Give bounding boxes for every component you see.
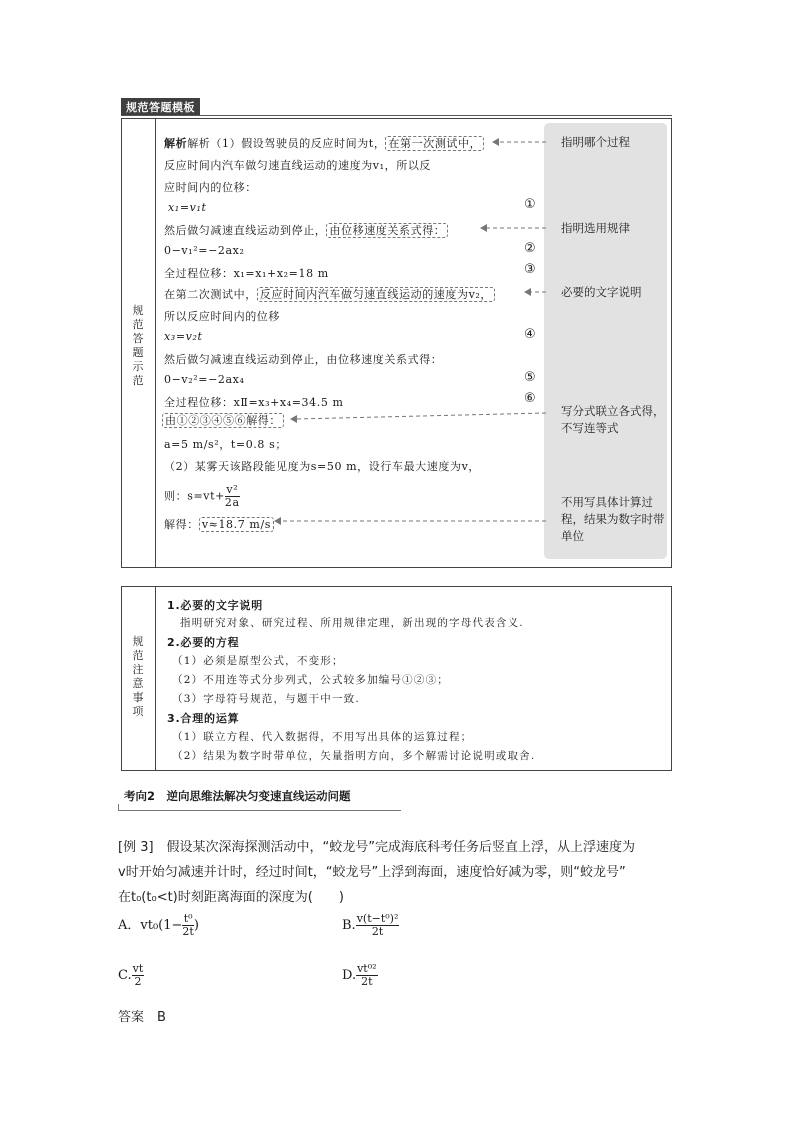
sol-line-14	[162, 412, 284, 428]
sol-line-15: a=5 m/s²，t=0.8 s；	[164, 438, 287, 451]
sol-l8-text: 在第二次测试中，	[164, 288, 257, 301]
option-b[interactable]	[342, 913, 399, 938]
notes-heading-2: 2.必要的方程	[167, 636, 240, 649]
sol-line-16: （2）某雾天该路段能见度为s=50 m，设行车最大速度为v，	[164, 460, 480, 473]
sol-l17-fraction	[225, 484, 240, 509]
notes-text-2b: （2）不用连等式分步列式，公式较多加编号①②③；	[172, 674, 449, 686]
section-heading-tick	[118, 804, 119, 811]
template-header: 规范答题模板	[121, 98, 200, 116]
sol-line-9: 所以反应时间内的位移	[164, 310, 280, 323]
sol-line-13: 全过程位移：xⅡ=x₃+x₄=34.5 m	[164, 396, 344, 409]
notes-heading-1: 1.必要的文字说明	[167, 599, 264, 612]
demo-vertical-label: 规范答题示范	[132, 304, 144, 387]
notes-vertical-label: 规范注意事项	[132, 635, 144, 718]
sol-l1-text: 解析（1）假设驾驶员的反应时间为t，	[187, 137, 386, 150]
note-process: 指明哪个过程	[561, 135, 630, 149]
example-line-2: v时开始匀减速并计时，经过时间t，“蛟龙号”上浮到海面，速度恰好减为零，则“蛟龙号”	[118, 865, 626, 880]
option-a[interactable]	[118, 913, 199, 938]
section-heading-rule	[118, 810, 401, 811]
note-law: 指明选用规律	[561, 221, 630, 235]
notes-text-2a: （1）必须是原型公式，不变形；	[172, 655, 344, 667]
sol-line-5	[164, 222, 448, 238]
sol-line-18	[164, 516, 274, 532]
notes-text-3b: （2）结果为数字时带单位，矢量指明方向，多个解需讨论说明或取舍.	[172, 750, 536, 762]
sol-line-12: 0−v₂²=−2ax₄	[164, 373, 245, 386]
example-line-1: [例 3] 假设某次深海探测活动中，“蛟龙号”完成海底科考任务后竖直上浮，从上浮速度为	[118, 840, 636, 855]
sol-l17-num: v²	[226, 483, 239, 496]
note-no-calc: 不用写具体计算过程，结果为数字时带单位	[561, 495, 665, 543]
notes-text-2c: （3）字母符号规范，与题干中一致.	[172, 693, 360, 705]
sol-l8-highlight: 反应时间内汽车做匀速直线运动的速度为v₂，	[257, 287, 495, 302]
option-b-num: v(t−t⁰)²	[356, 912, 399, 925]
option-d[interactable]	[342, 963, 378, 988]
sol-l18-text: 解得：	[164, 518, 199, 531]
option-d-fraction	[356, 963, 377, 988]
option-d-num: vt⁰²	[357, 962, 377, 975]
option-d-den: 2t	[361, 975, 373, 988]
option-c-num: vt	[132, 962, 144, 975]
option-b-den: 2t	[371, 925, 384, 938]
sol-line-2: 反应时间内汽车做匀速直线运动的速度为v₁，所以反	[164, 159, 432, 172]
example-line-3: 在t₀(t₀<t)时刻距离海面的深度为( )	[118, 890, 344, 905]
eq-num-2: ②	[524, 241, 536, 256]
sol-l5-highlight: 由位移速度关系式得：	[326, 223, 448, 238]
option-b-prefix: B.	[342, 918, 356, 933]
eq-num-6: ⑥	[524, 391, 536, 406]
option-c-den: 2	[134, 975, 142, 988]
notes-box-divider	[155, 586, 156, 771]
option-a-fraction	[182, 913, 193, 938]
option-a-den: 2t	[182, 925, 194, 938]
sol-l17-text: 则：s=vt+	[164, 489, 225, 503]
option-d-prefix: D.	[342, 968, 357, 983]
option-a-prefix: A．vt₀(1−	[118, 918, 183, 933]
sol-line-7: 全过程位移：x₁=x₁+x₂=18 m	[164, 267, 329, 280]
sol-line-8	[164, 286, 495, 302]
sol-line-4: x₁=v₁t	[168, 201, 207, 214]
sol-line-10: x₃=v₂t	[164, 330, 203, 343]
sol-l18-highlight: v≈18.7 m/s	[199, 517, 274, 532]
eq-num-4: ④	[524, 327, 536, 342]
option-a-suffix: )	[193, 918, 199, 933]
sol-line-1: 解析解析（1）假设驾驶员的反应时间为t， 在第一次测试中，	[164, 135, 484, 151]
note-simultaneous: 写分式联立各式得，不写连等式	[561, 404, 665, 435]
eq-num-1: ①	[524, 197, 536, 212]
notes-text-1: 指明研究对象、研究过程、所用规律定理，新出现的字母代表含义.	[180, 617, 524, 629]
answer: 答案 B	[118, 1010, 166, 1025]
sol-line-11: 然后做匀减速直线运动到停止，由位移速度关系式得：	[164, 353, 443, 366]
notes-text-3a: （1）联立方程、代入数据得，不用写出具体的运算过程；	[172, 731, 473, 743]
sol-l14-highlight: 由①②③④⑤⑥解得：	[162, 413, 284, 428]
sol-l17-den: 2a	[224, 496, 240, 509]
sol-line-3: 应时间内的位移：	[164, 181, 257, 194]
sol-l5-text: 然后做匀减速直线运动到停止，	[164, 224, 327, 237]
notes-heading-3: 3.合理的运算	[167, 712, 240, 725]
sol-line-6: 0−v₁²=−2ax₂	[164, 244, 245, 257]
eq-num-5: ⑤	[524, 370, 536, 385]
eq-num-3: ③	[524, 262, 536, 277]
sol-l1-highlight: 在第一次测试中，	[385, 136, 484, 151]
sol-line-17	[164, 484, 240, 509]
option-c[interactable]	[118, 963, 144, 988]
section-heading: 考向2 逆向思维法解决匀变速直线运动问题	[124, 789, 351, 803]
note-text-explain: 必要的文字说明	[561, 285, 642, 299]
option-b-fraction	[356, 913, 400, 938]
option-c-fraction	[132, 963, 145, 988]
option-a-num: t⁰	[183, 912, 193, 925]
option-c-prefix: C.	[118, 968, 132, 983]
